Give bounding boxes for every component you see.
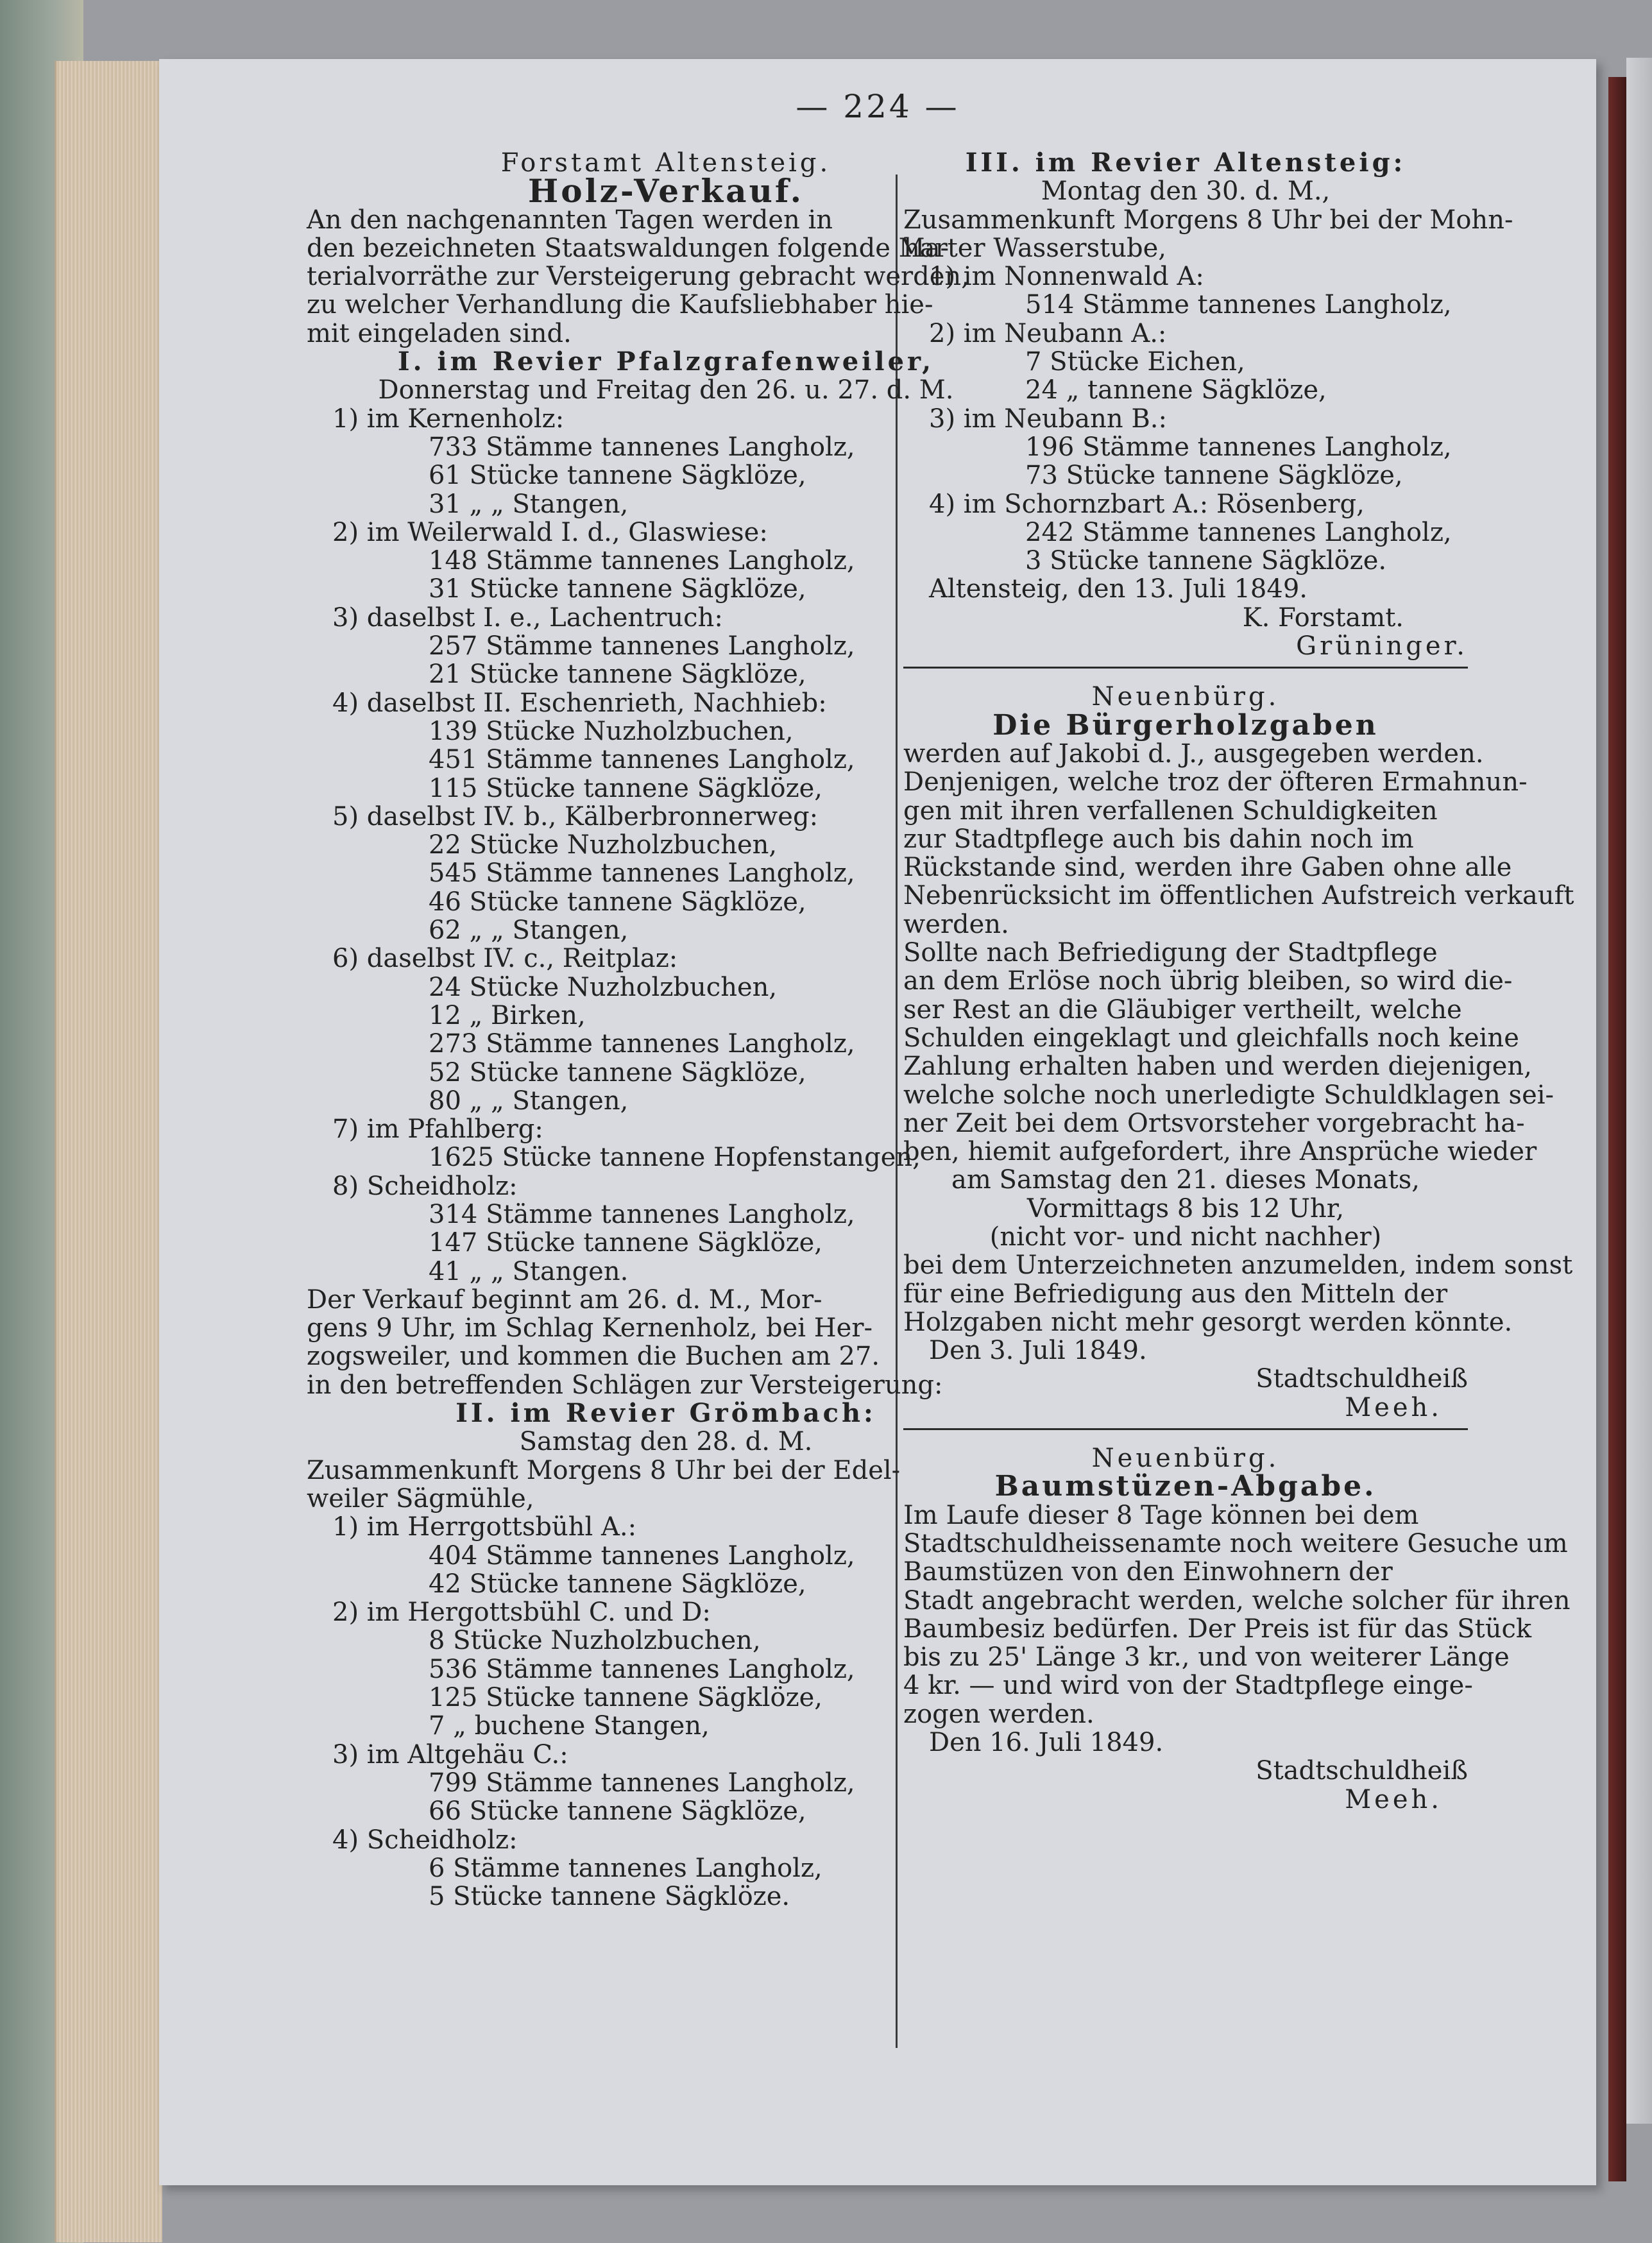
text-line: für eine Befriedigung aus den Mitteln der <box>903 1279 1448 1309</box>
text-line: 41 „ „ Stangen. <box>429 1256 629 1286</box>
text-line: zogsweiler, und kommen die Buchen am 27. <box>307 1342 880 1372</box>
text-line: 1625 Stücke tannene Hopfenstangen, <box>429 1143 921 1173</box>
text-line: Holzgaben nicht mehr gesorgt werden könnte. <box>903 1307 1513 1337</box>
text-line: 148 Stämme tannenes Langholz, <box>429 546 855 576</box>
next-page-edge <box>1626 58 1652 2124</box>
text-line: 273 Stämme tannenes Langholz, <box>429 1029 855 1059</box>
text-line: 7 „ buchene Stangen, <box>429 1711 710 1741</box>
text-line: 31 „ „ Stangen, <box>429 489 629 519</box>
text-line: 5 Stücke tannene Sägklöze. <box>429 1882 790 1912</box>
text-line: 31 Stücke tannene Sägklöze, <box>429 574 806 604</box>
text-line: 24 „ tannene Sägklöze, <box>1025 375 1327 405</box>
text-line: 242 Stämme tannenes Langholz, <box>1025 517 1452 547</box>
text-line: 61 Stücke tannene Sägklöze, <box>429 461 806 491</box>
text-line: 1) im Kernenholz: <box>332 404 565 434</box>
page-number: — 224 — <box>796 88 960 125</box>
text-line: 22 Stücke Nuzholzbuchen, <box>429 830 778 860</box>
office-heading: Forstamt Altensteig. <box>500 148 831 178</box>
text-line: 7 Stücke Eichen, <box>1025 347 1245 377</box>
text-line: harter Wasserstube, <box>903 233 1166 263</box>
text-line: Sollte nach Befriedigung der Stadtpflege <box>903 938 1438 968</box>
signature-name: Grüninger. <box>1296 631 1468 661</box>
text-line: 545 Stämme tannenes Langholz, <box>429 858 855 889</box>
lot-list <box>903 262 1468 575</box>
text-line: 66 Stücke tannene Sägklöze, <box>429 1796 806 1827</box>
text-line: (nicht vor- und nicht nachher) <box>989 1222 1382 1252</box>
text-line: zur Stadtpflege auch bis dahin noch im <box>903 824 1414 854</box>
section-heading: II. im Revier Grömbach: <box>456 1398 876 1429</box>
text-line: an dem Erlöse noch übrig bleiben, so wird die- <box>903 966 1513 996</box>
signature-title: Stadtschuldheiß <box>1256 1364 1468 1394</box>
text-line: 62 „ „ Stangen, <box>429 916 629 946</box>
page-edges <box>55 61 162 2242</box>
notice-title: Holz-Verkauf. <box>528 172 804 210</box>
text-line: terialvorräthe zur Versteigerung gebracht werden, <box>307 262 969 292</box>
section-date: Samstag den 28. d. M. <box>519 1427 813 1457</box>
text-line: 3) im Altgehäu C.: <box>332 1739 568 1770</box>
text-line: werden auf Jakobi d. J., ausgegeben werden. <box>903 738 1484 769</box>
text-line: 799 Stämme tannenes Langholz, <box>429 1768 855 1798</box>
text-line: 24 Stücke Nuzholzbuchen, <box>429 972 778 1002</box>
signature-office: K. Forstamt. <box>1242 602 1404 633</box>
text-line: 80 „ „ Stangen, <box>429 1086 629 1116</box>
text-line: 3) daselbst I. e., Lachentruch: <box>332 602 723 633</box>
text-line: 147 Stücke tannene Sägklöze, <box>429 1228 823 1258</box>
text-line: 6) daselbst IV. c., Reitplaz: <box>332 944 678 974</box>
text-line: 8 Stücke Nuzholzbuchen, <box>429 1626 761 1656</box>
text-line: 4 kr. — und wird von der Stadtpflege einge- <box>903 1671 1473 1701</box>
text-line: zogen werden. <box>903 1699 1094 1729</box>
text-line: ser Rest an die Gläubiger vertheilt, welche <box>903 994 1462 1025</box>
dateline: Altensteig, den 13. Juli 1849. <box>929 574 1307 604</box>
text-line: Vormittags 8 bis 12 Uhr, <box>1026 1193 1345 1224</box>
notice-date: Den 3. Juli 1849. <box>929 1336 1147 1366</box>
text-line: 46 Stücke tannene Sägklöze, <box>429 887 806 917</box>
text-line: 4) im Schornzbart A.: Rösenberg, <box>929 489 1365 519</box>
text-line: 3) im Neubann B.: <box>929 404 1167 434</box>
text-line: Im Laufe dieser 8 Tage können bei dem <box>903 1500 1419 1530</box>
text-line: 4) Scheidholz: <box>332 1825 518 1855</box>
section-date: Montag den 30. d. M., <box>1041 176 1331 207</box>
signature-title: Stadtschuldheiß <box>1256 1756 1468 1786</box>
text-line: Stadt angebracht werden, welche solcher für ihren <box>903 1585 1571 1616</box>
text-line: bis zu 25' Länge 3 kr., und von weiterer Länge <box>903 1642 1510 1673</box>
text-line: 42 Stücke tannene Sägklöze, <box>429 1569 806 1599</box>
text-line: 73 Stücke tannene Sägklöze, <box>1025 461 1403 491</box>
section-rule <box>903 667 1468 669</box>
text-line: gen mit ihren verfallenen Schuldigkeiten <box>903 796 1438 826</box>
text-line: bei dem Unterzeichneten anzumelden, indem sonst <box>903 1250 1573 1281</box>
text-line: 3 Stücke tannene Sägklöze. <box>1025 546 1387 576</box>
text-line: 8) Scheidholz: <box>332 1171 518 1201</box>
notice-title: Baumstüzen-Abgabe. <box>994 1470 1377 1503</box>
text-line: ben, hiemit aufgefordert, ihre Ansprüche wieder <box>903 1137 1537 1167</box>
text-line: welche solche noch unerledigte Schuldklagen sei- <box>903 1080 1554 1110</box>
text-line: 536 Stämme tannenes Langholz, <box>429 1654 855 1684</box>
notice-date: Den 16. Juli 1849. <box>929 1728 1164 1758</box>
notice-title: Die Bürgerholzgaben <box>992 708 1379 742</box>
signature-name: Meeh. <box>1345 1392 1442 1422</box>
text-line: 4) daselbst II. Eschenrieth, Nachhieb: <box>332 688 827 718</box>
section-heading: III. im Revier Altensteig: <box>965 148 1406 178</box>
text-line: 7) im Pfahlberg: <box>332 1114 543 1145</box>
notice-body <box>903 738 1574 1167</box>
text-line: Zusammenkunft Morgens 8 Uhr bei der Edel- <box>307 1455 901 1485</box>
text-line: Zusammenkunft Morgens 8 Uhr bei der Mohn- <box>903 205 1513 235</box>
text-line: Zahlung erhalten haben und werden diejenigen, <box>903 1052 1532 1082</box>
text-line: 514 Stämme tannenes Langholz, <box>1025 290 1452 320</box>
text-line: ner Zeit bei dem Ortsvorsteher vorgebracht ha- <box>903 1108 1525 1138</box>
text-line: zu welcher Verhandlung die Kaufsliebhaber hie- <box>307 290 933 320</box>
document-page <box>159 59 1596 2185</box>
text-line: 196 Stämme tannenes Langholz, <box>1025 432 1452 462</box>
signature-name: Meeh. <box>1345 1784 1442 1814</box>
text-line: 733 Stämme tannenes Langholz, <box>429 432 855 462</box>
text-line: 1) im Nonnenwald A: <box>929 262 1204 292</box>
notice-place: Neuenbürg. <box>1091 682 1280 712</box>
section-date: Donnerstag und Freitag den 26. u. 27. d. M. <box>378 375 954 405</box>
meeting-info <box>903 205 1513 263</box>
text-line: 404 Stämme tannenes Langholz, <box>429 1540 855 1571</box>
text-line: werden. <box>903 909 1009 939</box>
text-line: 1) im Herrgottsbühl A.: <box>332 1512 637 1542</box>
text-line: Baumstüzen von den Einwohnern der <box>903 1557 1393 1587</box>
text-line: 5) daselbst IV. b., Kälberbronnerweg: <box>332 801 819 832</box>
text-line: 21 Stücke tannene Sägklöze, <box>429 660 806 690</box>
text-line: in den betreffenden Schlägen zur Versteigerung: <box>307 1370 943 1400</box>
text-line: Rückstande sind, werden ihre Gaben ohne alle <box>903 853 1512 883</box>
text-line: 115 Stücke tannene Sägklöze, <box>429 773 823 803</box>
text-line: 2) im Weilerwald I. d., Glaswiese: <box>332 517 768 547</box>
notice-ending <box>903 1250 1573 1337</box>
text-line: An den nachgenannten Tagen werden in <box>307 205 833 235</box>
text-line: weiler Sägmühle, <box>307 1483 534 1514</box>
text-line: Denjenigen, welche troz der öfteren Ermahnun- <box>903 767 1528 797</box>
section-rule <box>903 1428 1468 1430</box>
right-column <box>903 148 1574 1814</box>
section-heading: I. im Revier Pfalzgrafenweiler, <box>397 346 935 377</box>
text-line: Baumbesiz bedürfen. Der Preis ist für das Stück <box>903 1614 1532 1644</box>
text-line: 2) im Hergottsbühl C. und D: <box>332 1598 711 1628</box>
text-line: 451 Stämme tannenes Langholz, <box>429 745 855 775</box>
text-line: am Samstag den 21. dieses Monats, <box>951 1165 1420 1195</box>
text-line: 52 Stücke tannene Sägklöze, <box>429 1057 806 1087</box>
text-line: Nebenrücksicht im öffentlichen Aufstreich verkauft <box>903 881 1574 911</box>
text-line: mit eingeladen sind. <box>307 318 572 348</box>
text-line: Der Verkauf beginnt am 26. d. M., Mor- <box>307 1284 822 1315</box>
notice-when <box>903 1166 1468 1251</box>
notice-body <box>903 1500 1571 1729</box>
text-line: 139 Stücke Nuzholzbuchen, <box>429 716 794 746</box>
text-line: 314 Stämme tannenes Langholz, <box>429 1199 855 1229</box>
text-line: den bezeichneten Staatswaldungen folgende Ma- <box>307 233 949 263</box>
text-line: 2) im Neubann A.: <box>929 318 1167 348</box>
text-line: Schulden eingeklagt und gleichfalls noch keine <box>903 1023 1519 1053</box>
text-line: Stadtschuldheissenamte noch weitere Gesuche um <box>903 1528 1568 1558</box>
book-cover-right <box>1608 77 1626 2181</box>
text-line: 12 „ Birken, <box>429 1000 586 1030</box>
text-line: 6 Stämme tannenes Langholz, <box>429 1853 822 1883</box>
text-line: gens 9 Uhr, im Schlag Kernenholz, bei Her- <box>307 1313 873 1343</box>
text-line: 257 Stämme tannenes Langholz, <box>429 631 855 661</box>
notice-place: Neuenbürg. <box>1091 1444 1280 1474</box>
text-line: 125 Stücke tannene Sägklöze, <box>429 1683 823 1713</box>
